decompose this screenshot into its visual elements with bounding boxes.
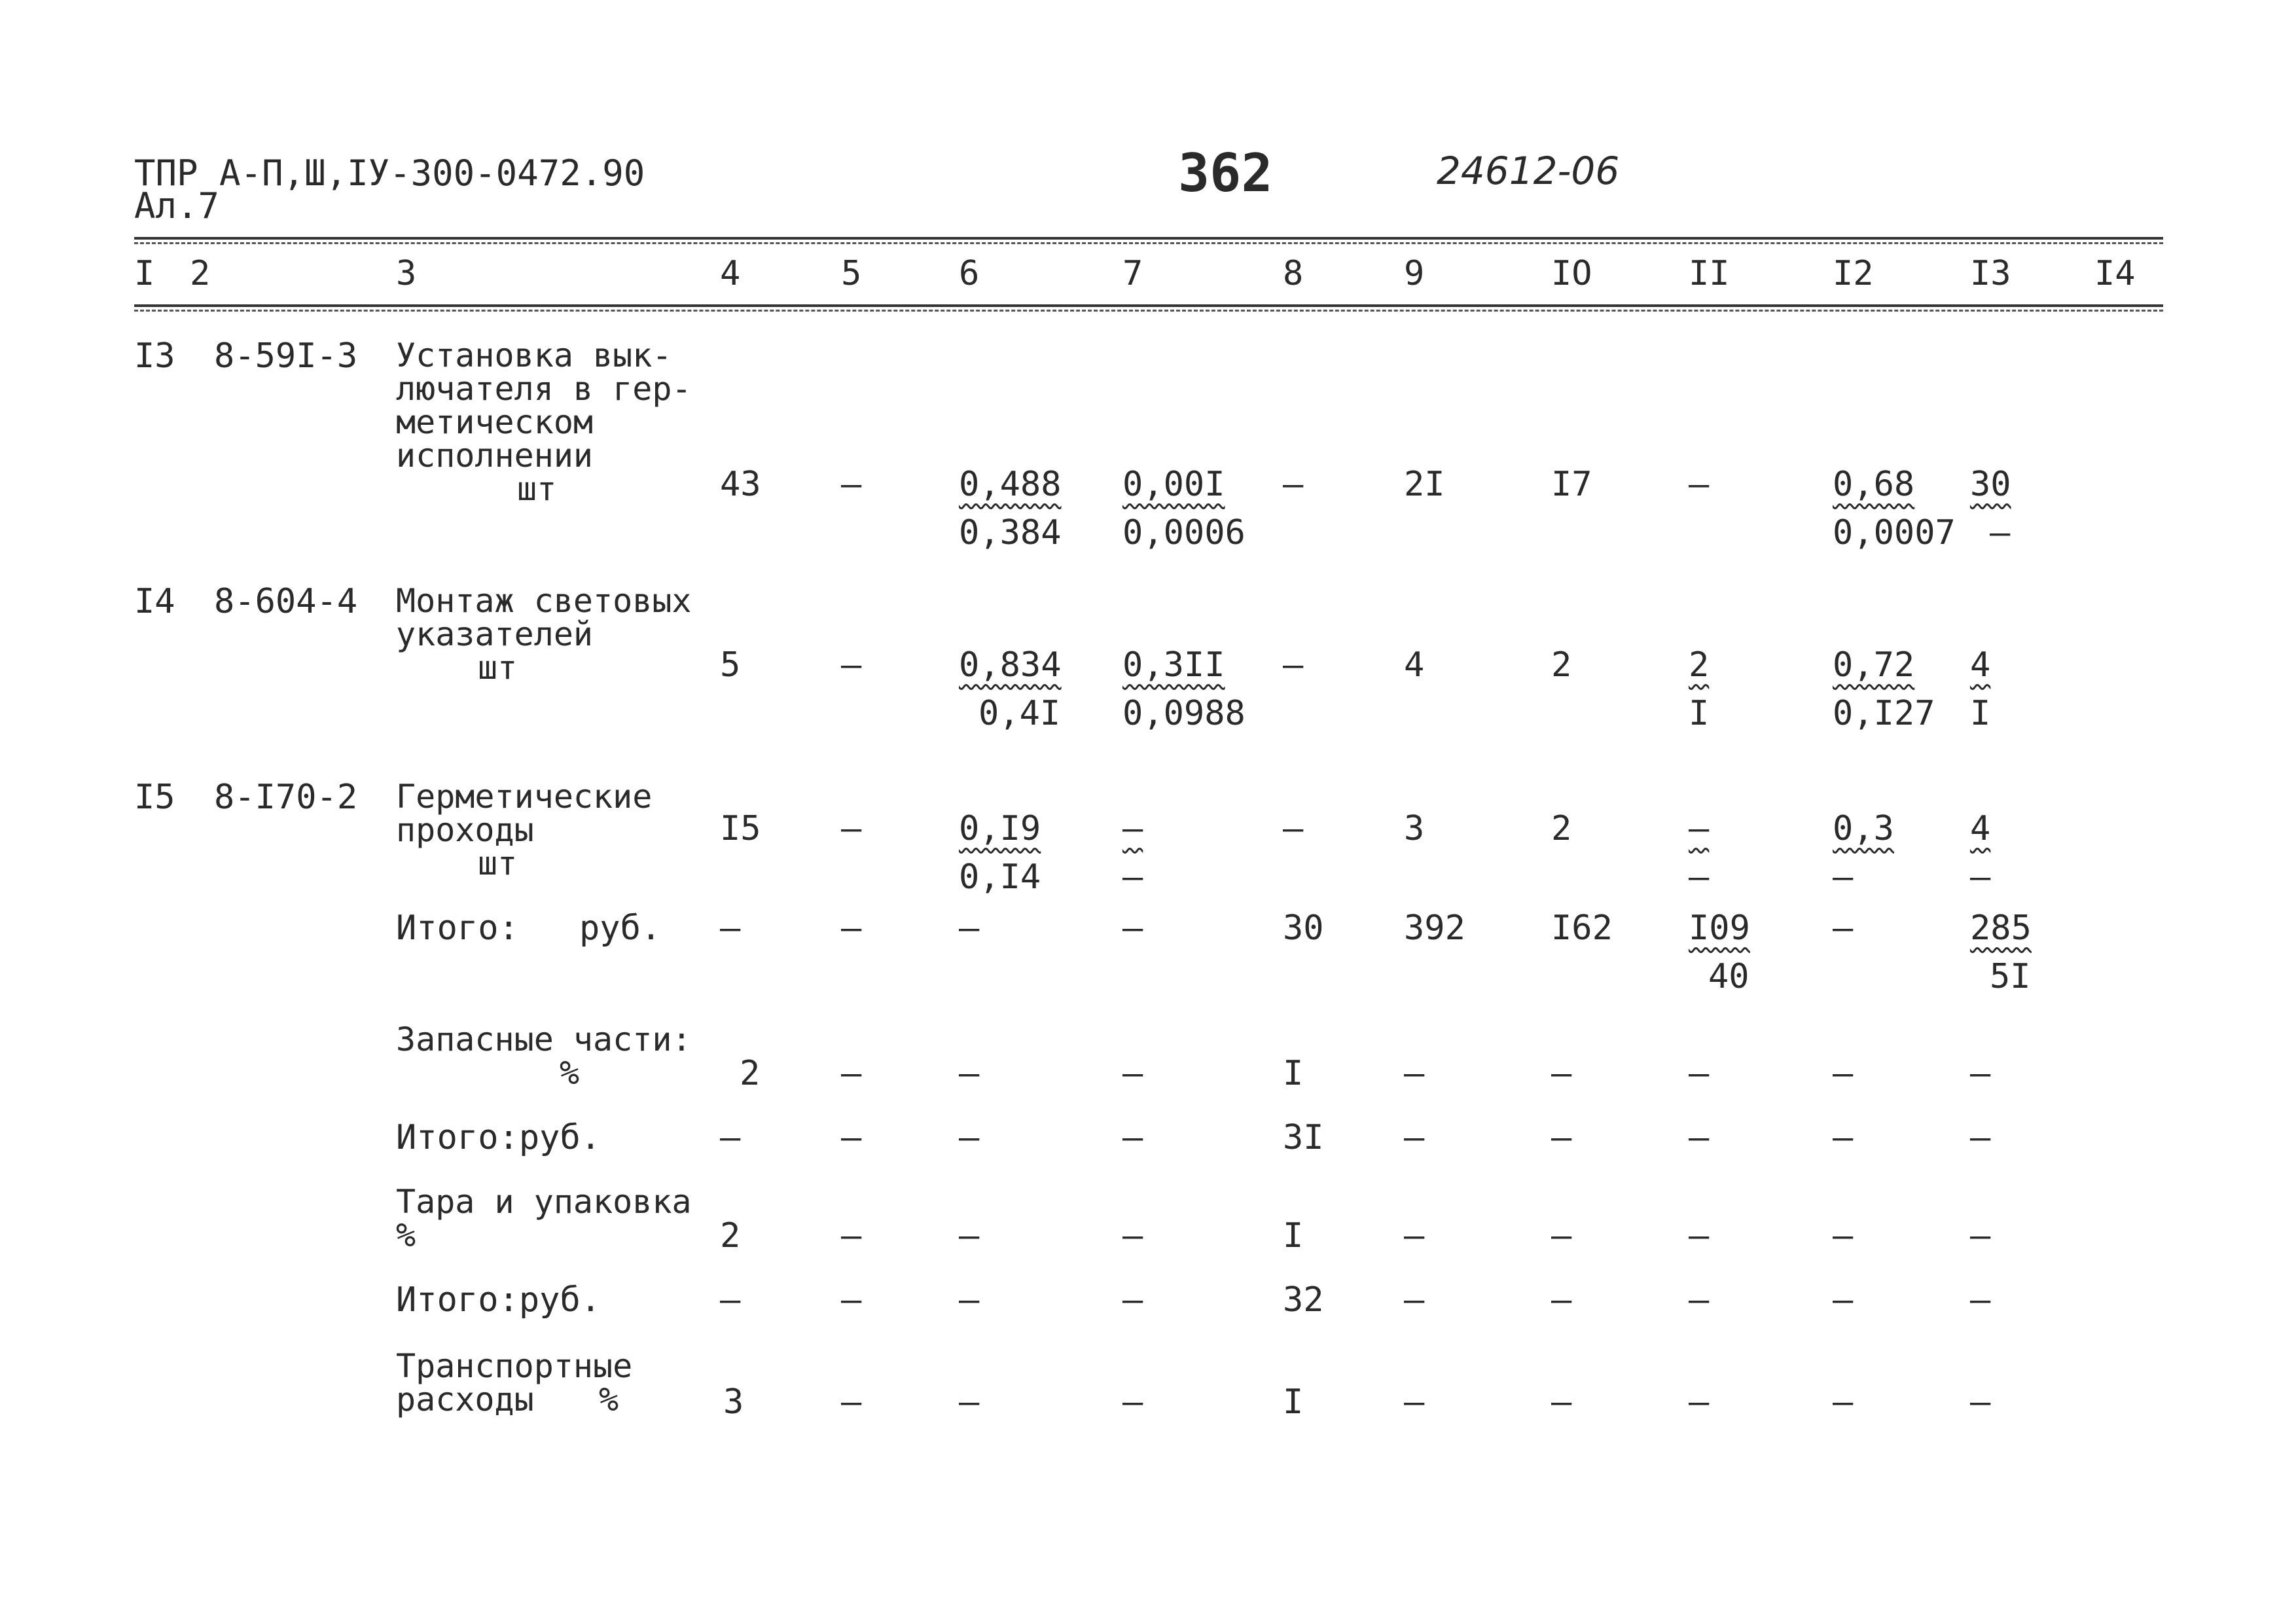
cell-col4: – xyxy=(720,909,741,948)
total-unit: руб. xyxy=(579,909,662,948)
cell-col5: – xyxy=(841,645,862,685)
cell-col7-bottom: 0,0988 xyxy=(1122,694,1246,733)
row-number: I3 xyxy=(134,336,175,376)
row-code: 8-I70-2 xyxy=(214,778,358,817)
row-description-line: исполнении xyxy=(396,437,594,475)
cell-col10: – xyxy=(1551,1054,1572,1093)
cell-col10: 2 xyxy=(1551,809,1572,848)
cell-col12: – xyxy=(1833,1382,1854,1422)
row-code: 8-59I-3 xyxy=(214,336,358,376)
cell-col12-top: 0,72 xyxy=(1833,645,1915,685)
cell-col11: – xyxy=(1689,1280,1710,1320)
cell-col4: 2 xyxy=(740,1054,761,1093)
cell-col13-top: 4 xyxy=(1970,809,1991,848)
cell-col7: – xyxy=(1122,1054,1143,1093)
cell-col9: 2I xyxy=(1404,465,1445,504)
cell-col12-bottom: – xyxy=(1833,857,1854,897)
cell-col11-top: – xyxy=(1689,809,1710,848)
cell-col12-bottom: 0,I27 xyxy=(1833,694,1935,733)
header-rule-bottom-2 xyxy=(134,310,2163,312)
cell-col8: – xyxy=(1283,645,1304,685)
row-code: 8-604-4 xyxy=(214,582,358,621)
cell-col12-top: 0,3 xyxy=(1833,809,1894,848)
spare-parts-label: Запасные части: xyxy=(396,1020,692,1058)
column-header-5: 5 xyxy=(841,254,862,293)
cell-col7-top: 0,00I xyxy=(1122,465,1225,504)
cell-col12: – xyxy=(1833,909,1854,948)
cell-col8: 3I xyxy=(1283,1118,1324,1157)
cell-col4: – xyxy=(720,1280,741,1320)
inventory-number: 24612-06 xyxy=(1437,149,1620,193)
cell-col10: I7 xyxy=(1551,465,1592,504)
cell-col6: – xyxy=(959,1054,980,1093)
column-header-9: 9 xyxy=(1404,254,1425,293)
transport-label-2: расходы xyxy=(396,1380,534,1418)
column-header-4: 4 xyxy=(720,254,741,293)
cell-col10: – xyxy=(1551,1280,1572,1320)
column-header-8: 8 xyxy=(1283,254,1304,293)
row-unit: шт xyxy=(478,649,518,687)
row-description-line: Установка вык- xyxy=(396,336,672,374)
cell-col11-top: I09 xyxy=(1689,909,1750,948)
percent-sign: % xyxy=(599,1380,619,1418)
row-description-line: Герметические xyxy=(396,778,653,816)
cell-col6: – xyxy=(959,909,980,948)
cell-col5: – xyxy=(841,809,862,848)
cell-col13: – xyxy=(1970,1054,1991,1093)
cell-col12-top: 0,68 xyxy=(1833,465,1915,504)
row-description-line: Монтаж световых xyxy=(396,582,692,620)
percent-sign: % xyxy=(560,1054,580,1092)
cell-col6-bottom: 0,384 xyxy=(959,513,1062,552)
cell-col11: – xyxy=(1689,1118,1710,1157)
cell-col11: – xyxy=(1689,465,1710,504)
cell-col5: – xyxy=(841,465,862,504)
row-description-line: проходы xyxy=(396,811,534,849)
cell-col10: – xyxy=(1551,1118,1572,1157)
cell-col11-bottom: I xyxy=(1689,694,1710,733)
column-header-1: I xyxy=(134,254,155,293)
cell-col4: – xyxy=(720,1118,741,1157)
total-label: Итого:руб. xyxy=(396,1280,601,1320)
cell-col9: – xyxy=(1404,1216,1425,1255)
cell-col8: – xyxy=(1283,465,1304,504)
column-header-12: I2 xyxy=(1833,254,1874,293)
row-description-line: лючателя в гер- xyxy=(396,370,692,408)
row-unit: шт xyxy=(517,470,557,508)
cell-col11: – xyxy=(1689,1216,1710,1255)
column-header-7: 7 xyxy=(1122,254,1143,293)
cell-col7: – xyxy=(1122,1216,1143,1255)
column-header-14: I4 xyxy=(2094,254,2136,293)
cell-col11: – xyxy=(1689,1054,1710,1093)
header-rule-top xyxy=(134,237,2163,240)
cell-col8: 32 xyxy=(1283,1280,1324,1320)
cell-col5: – xyxy=(841,1382,862,1422)
cell-col4: 3 xyxy=(723,1382,744,1422)
cell-col9: – xyxy=(1404,1280,1425,1320)
cell-col9: 392 xyxy=(1404,909,1465,948)
column-header-6: 6 xyxy=(959,254,980,293)
cell-col9: 4 xyxy=(1404,645,1425,685)
cell-col7-top: 0,3II xyxy=(1122,645,1225,685)
cell-col7: – xyxy=(1122,1280,1143,1320)
cell-col8: I xyxy=(1283,1382,1304,1422)
column-header-10: IO xyxy=(1551,254,1592,293)
row-description-line: указателей xyxy=(396,615,594,653)
cell-col6: – xyxy=(959,1280,980,1320)
cell-col4: 2 xyxy=(720,1216,741,1255)
cell-col5: – xyxy=(841,1280,862,1320)
cell-col8: 30 xyxy=(1283,909,1324,948)
cell-col7: – xyxy=(1122,1382,1143,1422)
cell-col6: – xyxy=(959,1382,980,1422)
cell-col9: – xyxy=(1404,1382,1425,1422)
percent-sign: % xyxy=(396,1216,416,1254)
cell-col13-top: 4 xyxy=(1970,645,1991,685)
cell-col7: – xyxy=(1122,909,1143,948)
album-label: Ал.7 xyxy=(134,185,220,226)
cell-col7-bottom: 0,0006 xyxy=(1122,513,1246,552)
cell-col11-bottom: – xyxy=(1689,857,1710,897)
cell-col13-bottom: 5I xyxy=(1990,957,2031,996)
page-number: 362 xyxy=(1178,143,1273,204)
cell-col13: – xyxy=(1970,1382,1991,1422)
cell-col13: – xyxy=(1970,1118,1991,1157)
cell-col11-top: 2 xyxy=(1689,645,1710,685)
cell-col12: – xyxy=(1833,1118,1854,1157)
cell-col6-top: 0,I9 xyxy=(959,809,1041,848)
column-header-2: 2 xyxy=(190,254,211,293)
cell-col5: – xyxy=(841,1118,862,1157)
cell-col13-bottom: – xyxy=(1990,513,2011,552)
cell-col13: – xyxy=(1970,1216,1991,1255)
cell-col13-bottom: – xyxy=(1970,857,1991,897)
document-code: ТПР А-П,Ш,IУ-300-0472.90 xyxy=(134,153,645,194)
cell-col4: 43 xyxy=(720,465,761,504)
cell-col13-top: 30 xyxy=(1970,465,2011,504)
cell-col6: – xyxy=(959,1118,980,1157)
header-rule-top-2 xyxy=(134,242,2163,244)
cell-col13: – xyxy=(1970,1280,1991,1320)
cell-col9: – xyxy=(1404,1118,1425,1157)
cell-col5: – xyxy=(841,1054,862,1093)
cell-col13-top: 285 xyxy=(1970,909,2032,948)
cell-col8: – xyxy=(1283,809,1304,848)
row-number: I4 xyxy=(134,582,175,621)
row-unit: шт xyxy=(478,844,518,882)
cell-col10: – xyxy=(1551,1382,1572,1422)
cell-col4: 5 xyxy=(720,645,741,685)
cell-col11: – xyxy=(1689,1382,1710,1422)
total-label: Итого: xyxy=(396,909,519,948)
row-description-line: метическом xyxy=(396,403,594,441)
cell-col6-bottom: 0,I4 xyxy=(959,857,1041,897)
header-rule-bottom xyxy=(134,304,2163,307)
cell-col8: I xyxy=(1283,1216,1304,1255)
cell-col11-bottom: 40 xyxy=(1708,957,1749,996)
cell-col6-top: 0,488 xyxy=(959,465,1062,504)
cell-col9: – xyxy=(1404,1054,1425,1093)
row-number: I5 xyxy=(134,778,175,817)
cell-col12: – xyxy=(1833,1216,1854,1255)
cell-col10: I62 xyxy=(1551,909,1613,948)
column-header-3: 3 xyxy=(396,254,417,293)
column-header-13: I3 xyxy=(1970,254,2011,293)
cell-col12-bottom: 0,0007 xyxy=(1833,513,1956,552)
cell-col8: I xyxy=(1283,1054,1304,1093)
cell-col10: – xyxy=(1551,1216,1572,1255)
cell-col9: 3 xyxy=(1404,809,1425,848)
total-label: Итого:руб. xyxy=(396,1118,601,1157)
transport-label: Транспортные xyxy=(396,1347,633,1385)
packing-label: Тара и упаковка xyxy=(396,1183,692,1221)
cell-col6-bottom: 0,4I xyxy=(978,694,1061,733)
cell-col13-bottom: I xyxy=(1970,694,1991,733)
cell-col12: – xyxy=(1833,1054,1854,1093)
column-header-11: II xyxy=(1689,254,1730,293)
cell-col7: – xyxy=(1122,1118,1143,1157)
cell-col6: – xyxy=(959,1216,980,1255)
cell-col10: 2 xyxy=(1551,645,1572,685)
cell-col7-top: – xyxy=(1122,809,1143,848)
cell-col4: I5 xyxy=(720,809,761,848)
cell-col5: – xyxy=(841,1216,862,1255)
cell-col6-top: 0,834 xyxy=(959,645,1062,685)
cell-col7-bottom: – xyxy=(1122,857,1143,897)
cell-col5: – xyxy=(841,909,862,948)
cell-col12: – xyxy=(1833,1280,1854,1320)
